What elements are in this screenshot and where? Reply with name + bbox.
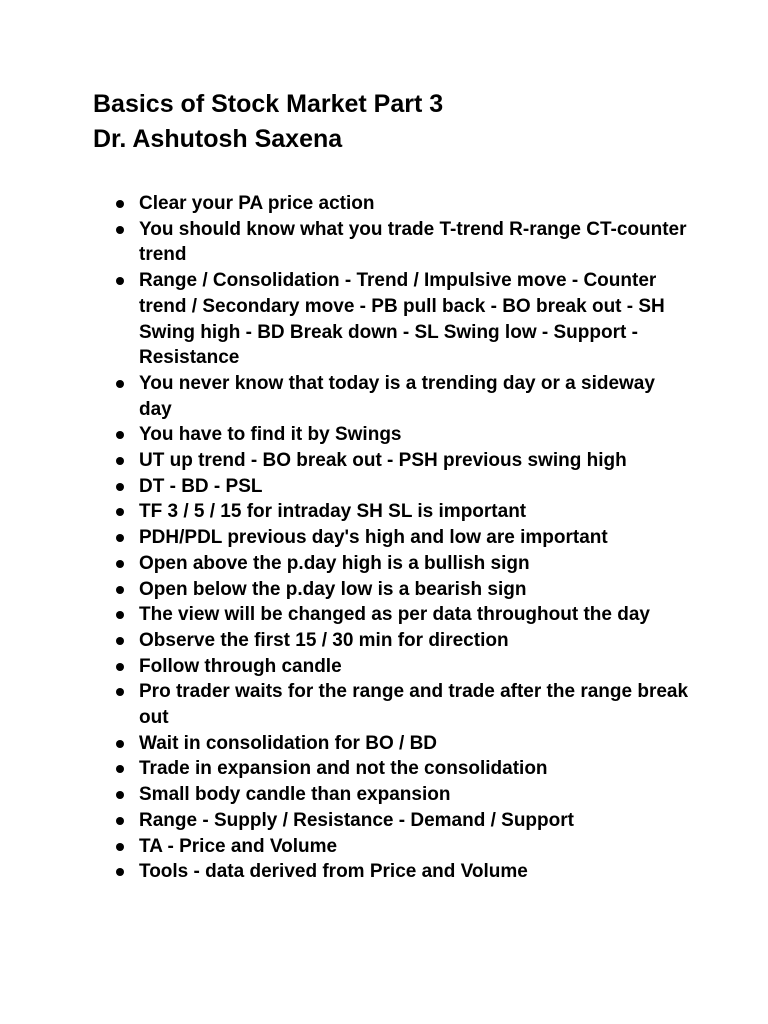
list-item [112,268,692,371]
list-item [112,859,692,885]
list-item-text: TF 3 / 5 / 15 for intraday SH SL is important [139,501,527,523]
list-item-text: Pro trader waits for the range and trade after the range break out [139,681,689,729]
list-item [112,191,692,217]
bullet-dot-icon [116,740,124,748]
list-item [112,371,692,422]
bullet-dot-icon [116,868,124,876]
list-item [112,628,692,654]
list-item [112,474,692,500]
bullet-dot-icon [116,663,124,671]
list-item-text: Open above the p.day high is a bullish sign [139,552,530,574]
list-item [112,834,692,860]
list-item-text: TA - Price and Volume [139,835,338,857]
bullet-dot-icon [116,534,124,542]
bullet-dot-icon [116,688,124,696]
list-item-text: Tools - data derived from Price and Volume [139,861,528,883]
bullet-dot-icon [116,277,124,285]
list-item-text: The view will be changed as per data throughout the day [139,604,650,626]
bullet-list [112,191,692,885]
list-item-text: Follow through candle [139,655,342,677]
list-item [112,422,692,448]
list-item-text: Observe the first 15 / 30 min for direction [139,629,509,651]
list-item [112,499,692,525]
bullet-dot-icon [116,483,124,491]
bullet-dot-icon [116,457,124,465]
list-item [112,577,692,603]
list-item [112,756,692,782]
list-item [112,654,692,680]
bullet-dot-icon [116,226,124,234]
list-item-text: Range / Consolidation - Trend / Impulsive move - Counter trend / Secondary move - PB pull back - BO break out - SH Swing high - BD Break down - SL Swing low - Support - Resistance [139,270,665,369]
list-item [112,448,692,474]
list-item [112,551,692,577]
title-heading: Basics of Stock Market Part 3 [93,90,444,118]
list-item [112,217,692,268]
document-title [93,87,713,157]
list-item-text: DT - BD - PSL [139,475,263,497]
list-item-text: You have to find it by Swings [139,424,402,446]
list-item-text: Small body candle than expansion [139,784,451,806]
bullet-dot-icon [116,817,124,825]
list-item-text: Trade in expansion and not the consolidation [139,758,548,780]
list-item-text: You never know that today is a trending day or a sideway day [139,372,655,420]
bullet-dot-icon [116,586,124,594]
list-item [112,679,692,730]
list-item-text: PDH/PDL previous day's high and low are important [139,527,608,549]
bullet-dot-icon [116,611,124,619]
list-item-text: You should know what you trade T-trend R-range CT-counter trend [139,218,687,266]
bullet-dot-icon [116,560,124,568]
list-item [112,602,692,628]
list-item [112,731,692,757]
list-item [112,808,692,834]
author-name: Dr. Ashutosh Saxena [93,125,343,153]
bullet-dot-icon [116,843,124,851]
list-item [112,782,692,808]
list-item-text: Open below the p.day low is a bearish sign [139,578,527,600]
list-item-text: Range - Supply / Resistance - Demand / Support [139,809,574,831]
list-item-text: Wait in consolidation for BO / BD [139,732,438,754]
bullet-dot-icon [116,791,124,799]
bullet-dot-icon [116,380,124,388]
bullet-dot-icon [116,637,124,645]
list-item-text: Clear your PA price action [139,193,375,214]
bullet-dot-icon [116,431,124,439]
list-item [112,525,692,551]
bullet-dot-icon [116,200,124,208]
bullet-dot-icon [116,508,124,516]
bullet-dot-icon [116,765,124,773]
list-item-text: UT up trend - BO break out - PSH previous swing high [139,450,627,472]
